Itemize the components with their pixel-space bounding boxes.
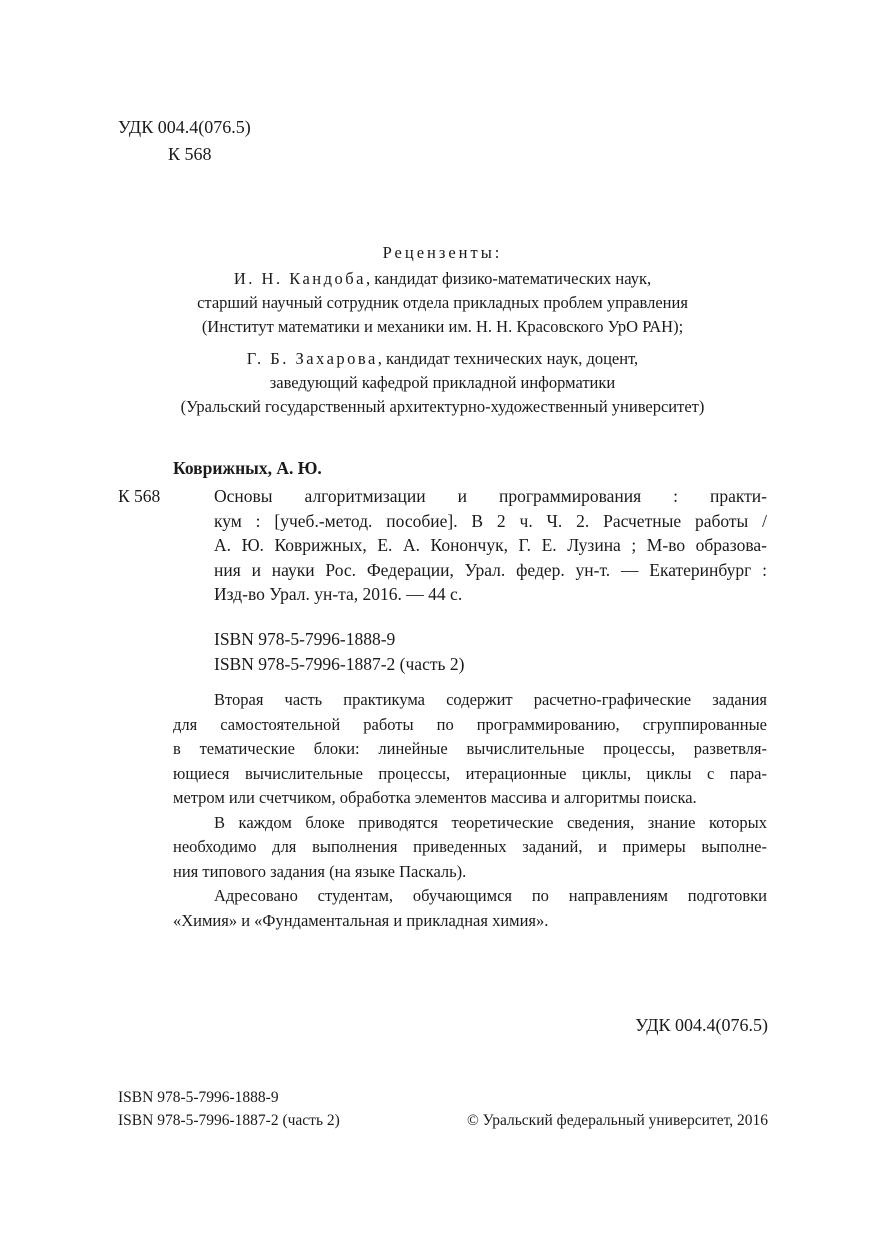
biblio-isbn-1: ISBN 978-5-7996-1888-9 <box>214 629 396 649</box>
reviewer-1-title: , кандидат физико-математических наук, <box>366 269 652 288</box>
reviewer-1 <box>80 267 805 339</box>
udk-index: УДК 004.4(076.5) <box>118 117 251 137</box>
author-mark-code: К 568 <box>168 144 212 164</box>
reviewer-2-line-3: (Уральский государственный архитектурно-художественный университет) <box>180 397 705 416</box>
biblio-description <box>214 484 767 607</box>
reviewers-heading: Рецензенты: <box>382 243 503 262</box>
biblio-line: А. Ю. Коврижных, Е. А. Конончук, Г. Е. Лузина ; М-во образова- <box>214 535 767 555</box>
reviewer-2-title: , кандидат технических наук, доцент, <box>377 349 639 368</box>
reviewers-section <box>80 241 805 419</box>
abstract-line: «Химия» и «Фундаментальная и прикладная химия». <box>173 910 549 930</box>
abstract-line: Вторая часть практикума содержит расчетно-графические задания <box>214 690 767 709</box>
copyright-notice: © Уральский федеральный университет, 2016 <box>466 1112 768 1129</box>
biblio-line: Основы алгоритмизации и программирования : практи- <box>214 486 767 506</box>
abstract-line: для самостоятельной работы по программированию, сгруппированные <box>173 714 767 734</box>
biblio-line: ния и науки Рос. Федерации, Урал. федер. ун-т. — Екатеринбург : <box>214 559 767 580</box>
biblio-author-mark: К 568 <box>118 486 161 506</box>
reviewer-2 <box>80 347 805 419</box>
reviewer-1-name: И. Н. Кандоба <box>233 269 366 288</box>
biblio-line: Изд-во Урал. ун-та, 2016. — 44 с. <box>214 584 463 604</box>
reviewer-2-line-1 <box>80 347 805 371</box>
footer-isbn-2: ISBN 978-5-7996-1887-2 (часть 2) <box>118 1112 340 1129</box>
biblio-isbn-block <box>214 627 464 677</box>
abstract-line: В каждом блоке приводятся теоретические сведения, знание которых <box>214 812 767 832</box>
abstract-line: ющиеся вычислительные процессы, итерационные циклы, циклы с пара- <box>173 763 767 783</box>
biblio-isbn-2: ISBN 978-5-7996-1887-2 (часть 2) <box>214 654 465 674</box>
reviewer-2-name: Г. Б. Захарова <box>246 349 378 368</box>
reviewer-2-line-2: заведующий кафедрой прикладной информатики <box>269 373 616 392</box>
reviewer-1-line-1 <box>80 267 805 291</box>
reviewer-1-line-3: (Институт математики и механики им. Н. Н. Красовского УрО РАН); <box>201 317 684 336</box>
abstract-line: ния типового задания (на языке Паскаль). <box>173 861 467 881</box>
abstract-line: в тематические блоки: линейные вычислительные процессы, разветвля- <box>173 739 767 758</box>
udk-index-bottom: УДК 004.4(076.5) <box>635 1015 768 1035</box>
udk-block-top <box>118 114 251 168</box>
biblio-line: кум : [учеб.-метод. пособие]. В 2 ч. Ч. 2. Расчетные работы / <box>214 510 767 531</box>
footer-isbn-block <box>118 1086 340 1132</box>
biblio-author: Коврижных, А. Ю. <box>173 458 322 478</box>
abstract-line: Адресовано студентам, обучающимся по направлениям подготовки <box>214 886 767 905</box>
abstract <box>173 688 767 933</box>
reviewer-1-line-2: старший научный сотрудник отдела прикладных проблем управления <box>197 293 688 312</box>
footer-isbn-1: ISBN 978-5-7996-1888-9 <box>118 1089 279 1106</box>
abstract-line: необходимо для выполнения приведенных заданий, и примеры выполне- <box>173 837 767 856</box>
abstract-line: метром или счетчиком, обработка элементов массива и алгоритмы поиска. <box>173 788 697 807</box>
